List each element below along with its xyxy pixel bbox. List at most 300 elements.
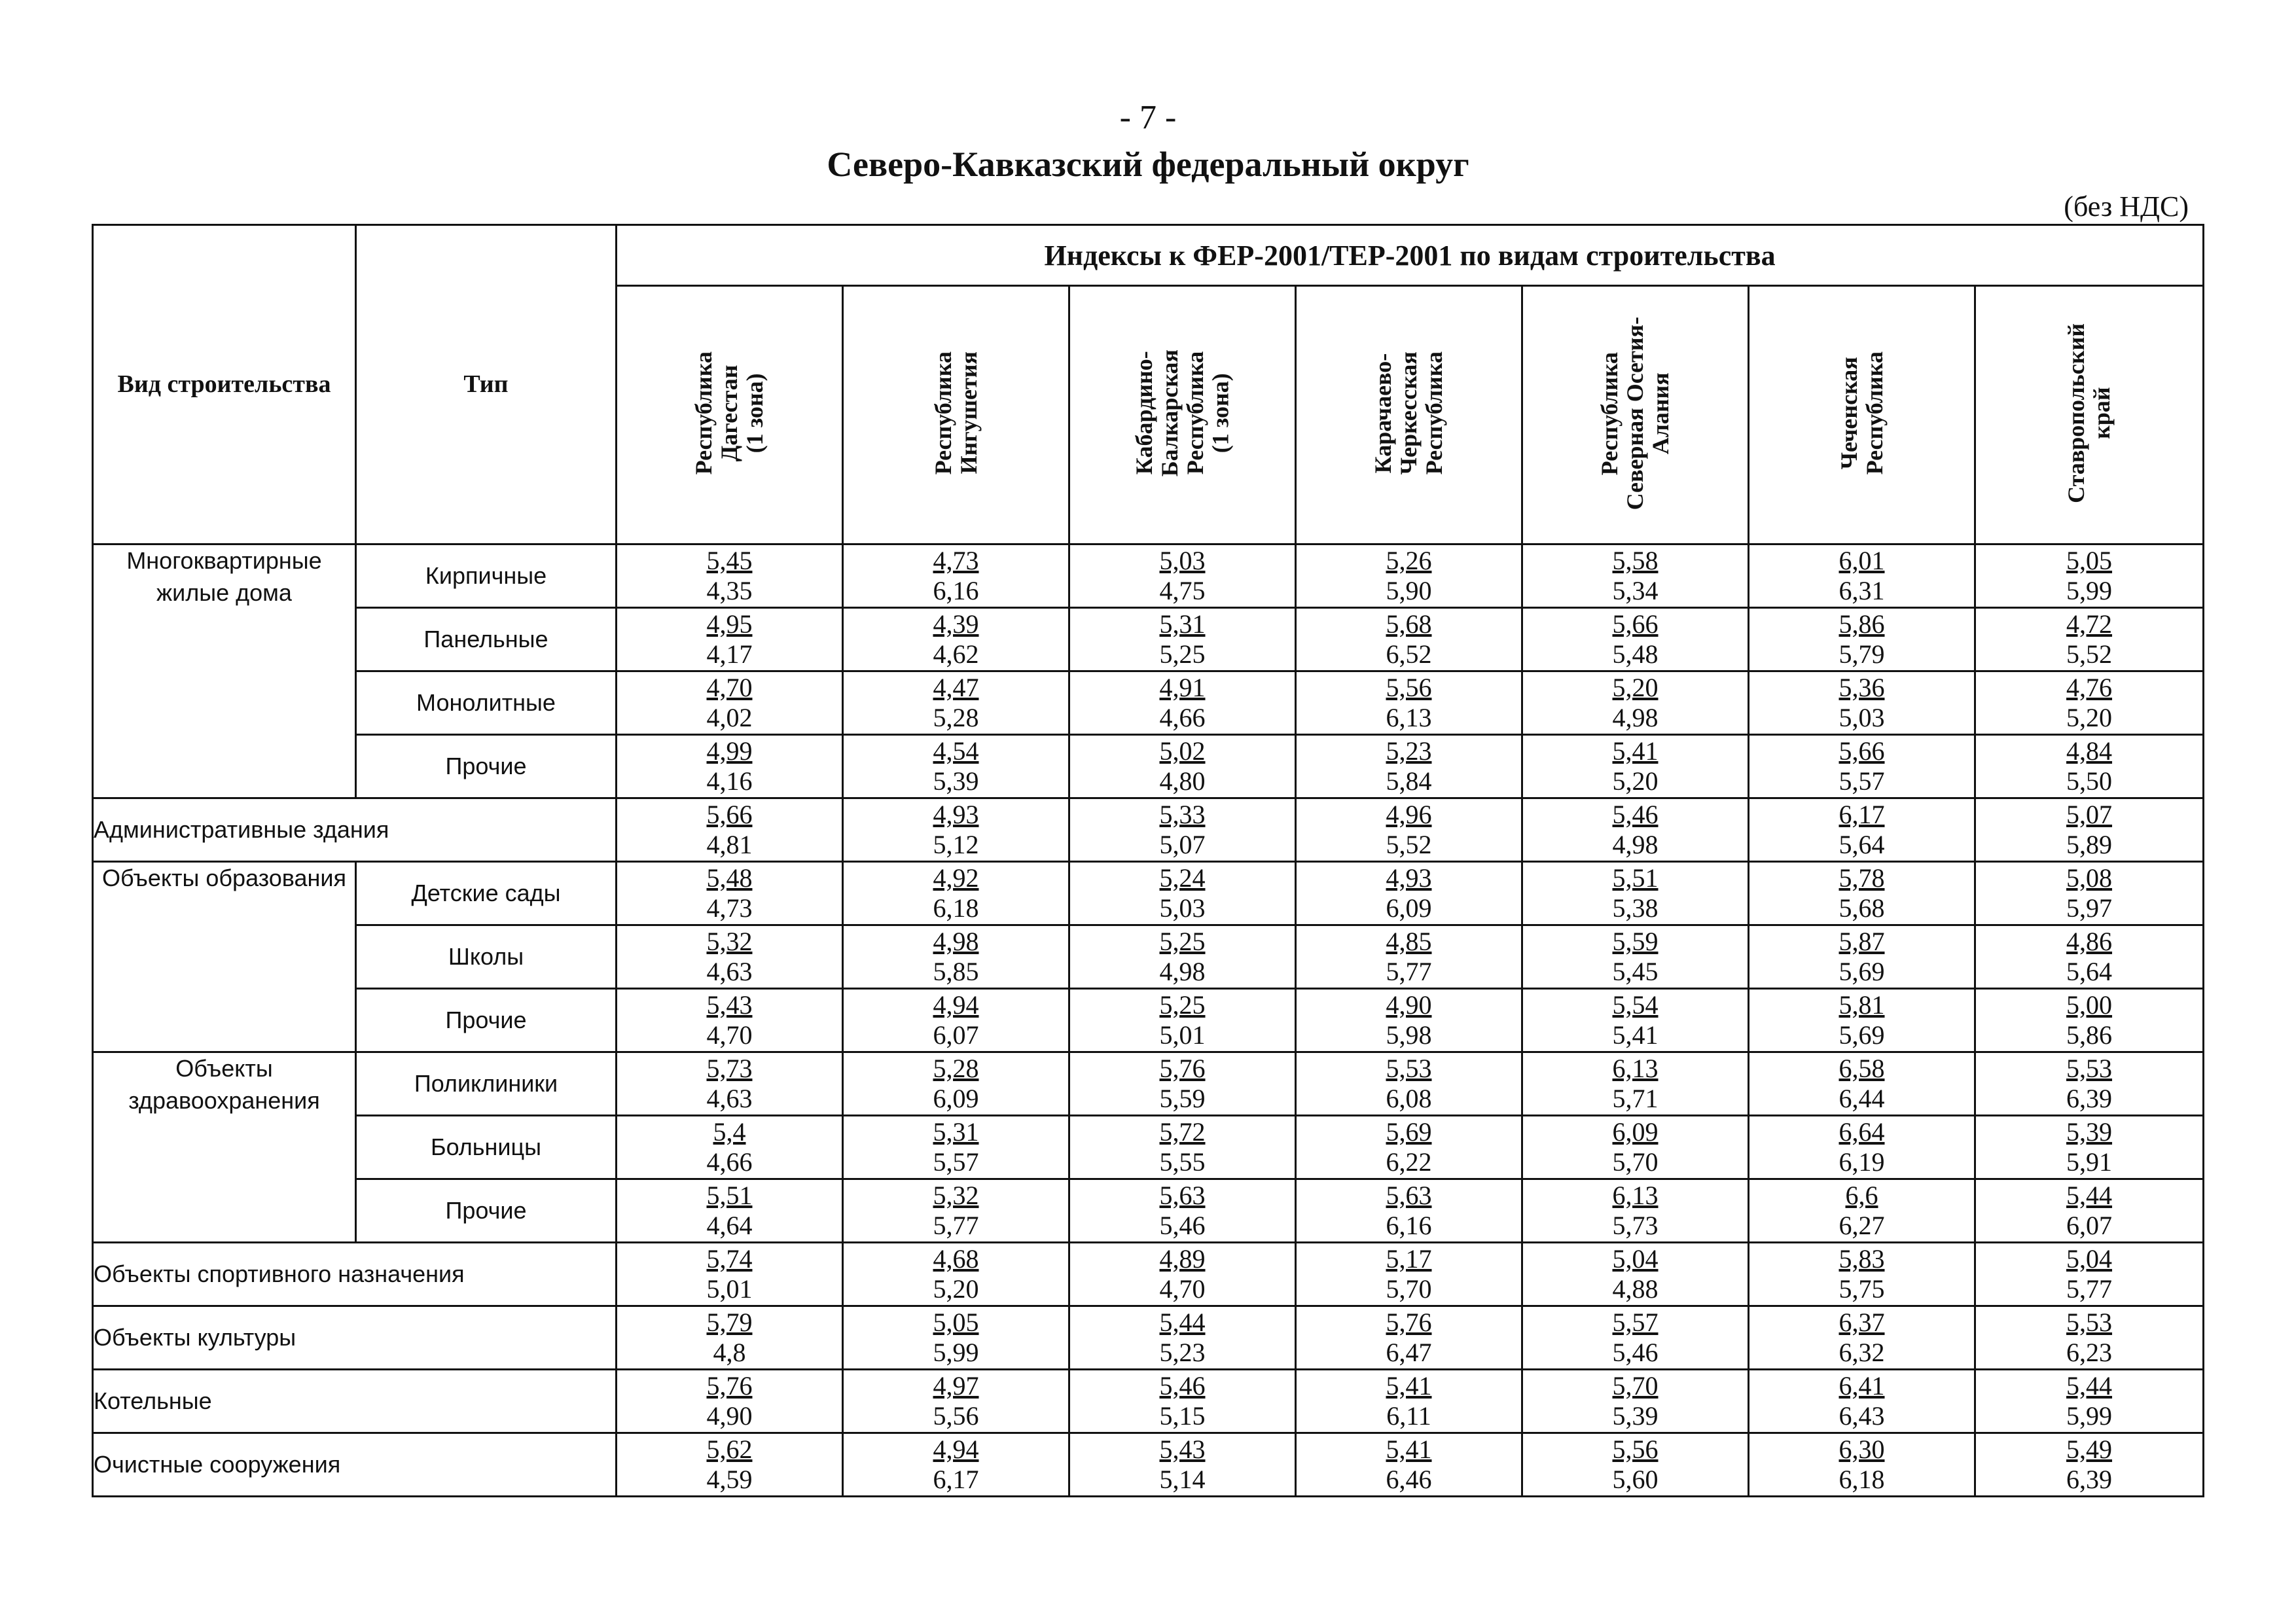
index-value-top: 6,30 (1839, 1435, 1885, 1464)
index-value-top: 5,46 (1159, 1371, 1206, 1400)
table-row (93, 671, 2204, 735)
index-cell (1069, 1370, 1296, 1433)
region-header-label: Ставропольский край (2063, 323, 2115, 503)
index-value-bottom: 4,16 (706, 766, 753, 796)
index-value-top: 5,31 (933, 1117, 979, 1147)
index-cell (617, 1306, 843, 1370)
index-value-top: 5,25 (1159, 990, 1206, 1020)
index-value-bottom: 5,52 (1386, 830, 1432, 859)
index-value-bottom: 5,20 (1612, 766, 1659, 796)
table-row (93, 862, 2204, 925)
index-value-top: 5,87 (1839, 927, 1885, 956)
index-cell (1069, 1306, 1296, 1370)
index-value-bottom: 4,62 (933, 639, 979, 669)
index-cell (1522, 1243, 1749, 1306)
index-cell (1069, 1052, 1296, 1116)
index-value-top: 5,23 (1386, 736, 1432, 766)
index-value-top: 6,13 (1612, 1054, 1659, 1083)
index-value-bottom: 5,38 (1612, 893, 1659, 923)
index-value-bottom: 4,98 (1612, 703, 1659, 732)
index-cell (1522, 1179, 1749, 1243)
index-cell (1749, 735, 1975, 798)
index-value-bottom: 6,08 (1386, 1084, 1432, 1113)
index-cell (617, 862, 843, 925)
construction-kind-cell: Административные здания (93, 798, 617, 862)
index-value-top: 5,68 (1386, 609, 1432, 639)
index-value-bottom: 4,35 (706, 576, 753, 605)
table-row (93, 1116, 2204, 1179)
construction-kind-cell: Объекты спортивного назначения (93, 1243, 617, 1306)
index-cell (843, 1370, 1069, 1433)
index-value-top: 5,63 (1159, 1181, 1206, 1210)
index-cell (1296, 798, 1522, 862)
index-value-top: 5,04 (2066, 1244, 2113, 1274)
indices-header: Индексы к ФЕР-2001/ТЕР-2001 по видам строительства (617, 225, 2204, 286)
index-value-top: 6,13 (1612, 1181, 1659, 1210)
index-value-bottom: 6,18 (1839, 1465, 1885, 1494)
index-cell (1296, 1370, 1522, 1433)
index-value-top: 6,37 (1839, 1308, 1885, 1337)
index-value-top: 6,01 (1839, 546, 1885, 575)
index-cell (1296, 1052, 1522, 1116)
index-cell (1069, 735, 1296, 798)
index-cell (1522, 671, 1749, 735)
construction-kind-cell: Многоквартирные жилые дома (93, 544, 356, 798)
index-cell (1749, 1370, 1975, 1433)
index-cell (617, 798, 843, 862)
index-cell (1975, 1179, 2204, 1243)
index-value-top: 4,95 (706, 609, 753, 639)
indices-table (92, 224, 2204, 1497)
index-value-bottom: 6,07 (933, 1020, 979, 1050)
construction-kind-cell: Очистные сооружения (93, 1433, 617, 1497)
index-value-top: 5,83 (1839, 1244, 1885, 1274)
index-cell (1522, 989, 1749, 1052)
index-cell (1296, 1116, 1522, 1179)
index-cell (843, 1179, 1069, 1243)
index-cell (1296, 989, 1522, 1052)
index-cell (1749, 1179, 1975, 1243)
column-header-kind: Вид строительства (93, 225, 356, 544)
index-cell (1296, 671, 1522, 735)
index-value-top: 5,53 (2066, 1308, 2113, 1337)
index-cell (1975, 608, 2204, 671)
index-value-bottom: 5,70 (1386, 1274, 1432, 1304)
index-value-top: 5,44 (2066, 1181, 2113, 1210)
index-value-top: 4,54 (933, 736, 979, 766)
index-value-top: 4,91 (1159, 673, 1206, 702)
index-value-bottom: 4,70 (1159, 1274, 1206, 1304)
index-value-top: 5,78 (1839, 863, 1885, 893)
index-value-top: 5,05 (2066, 546, 2113, 575)
index-value-bottom: 5,69 (1839, 957, 1885, 986)
index-value-bottom: 6,13 (1386, 703, 1432, 732)
index-value-bottom: 5,85 (933, 957, 979, 986)
index-cell (1296, 1243, 1522, 1306)
index-cell (1749, 1433, 1975, 1497)
index-value-top: 4,76 (2066, 673, 2113, 702)
index-value-bottom: 5,50 (2066, 766, 2113, 796)
index-cell (1975, 671, 2204, 735)
index-value-bottom: 4,98 (1159, 957, 1206, 986)
index-value-top: 5,58 (1612, 546, 1659, 575)
index-value-bottom: 5,68 (1839, 893, 1885, 923)
index-value-top: 4,99 (706, 736, 753, 766)
index-value-bottom: 5,99 (2066, 1401, 2113, 1431)
index-value-top: 5,32 (933, 1181, 979, 1210)
index-cell (843, 798, 1069, 862)
index-value-bottom: 5,39 (1612, 1401, 1659, 1431)
index-cell (617, 1433, 843, 1497)
index-cell (1522, 544, 1749, 608)
building-type-cell: Прочие (356, 1179, 617, 1243)
index-cell (1069, 862, 1296, 925)
index-value-bottom: 4,63 (706, 957, 753, 986)
region-header (1522, 286, 1749, 544)
index-value-top: 5,02 (1159, 736, 1206, 766)
index-cell (1522, 608, 1749, 671)
index-cell (843, 1243, 1069, 1306)
index-value-bottom: 6,16 (933, 576, 979, 605)
index-value-top: 5,39 (2066, 1117, 2113, 1147)
index-cell (1522, 1116, 1749, 1179)
region-header-label: Чеченская Республика (1835, 351, 1888, 475)
index-cell (617, 925, 843, 989)
index-value-bottom: 5,01 (706, 1274, 753, 1304)
region-header-label: Республика Ингушетия (929, 351, 982, 475)
table-row (93, 735, 2204, 798)
region-header (1975, 286, 2204, 544)
index-value-top: 5,63 (1386, 1181, 1432, 1210)
table-row (93, 608, 2204, 671)
table-header (93, 225, 2204, 544)
index-cell (843, 1116, 1069, 1179)
index-value-bottom: 5,12 (933, 830, 979, 859)
index-value-top: 4,98 (933, 927, 979, 956)
index-cell (1069, 925, 1296, 989)
table-row (93, 798, 2204, 862)
index-value-bottom: 4,75 (1159, 576, 1206, 605)
index-cell (1069, 1243, 1296, 1306)
index-value-bottom: 6,52 (1386, 639, 1432, 669)
index-value-bottom: 5,55 (1159, 1147, 1206, 1177)
index-value-top: 4,94 (933, 990, 979, 1020)
index-value-top: 6,17 (1839, 800, 1885, 829)
index-value-top: 5,86 (1839, 609, 1885, 639)
index-value-top: 5,79 (706, 1308, 753, 1337)
index-value-bottom: 6,17 (933, 1465, 979, 1494)
index-value-bottom: 6,39 (2066, 1465, 2113, 1494)
index-cell (1749, 1052, 1975, 1116)
index-value-top: 5,41 (1386, 1435, 1432, 1464)
index-value-top: 5,76 (706, 1371, 753, 1400)
index-value-bottom: 5,79 (1839, 639, 1885, 669)
index-value-bottom: 4,70 (706, 1020, 753, 1050)
index-value-top: 5,51 (1612, 863, 1659, 893)
region-header-label: Карачаево- Черкесская Республика (1370, 351, 1447, 475)
index-value-top: 5,4 (713, 1117, 746, 1147)
index-cell (1975, 1052, 2204, 1116)
index-value-bottom: 6,31 (1839, 576, 1885, 605)
region-header (617, 286, 843, 544)
index-value-top: 4,68 (933, 1244, 979, 1274)
table-row (93, 1370, 2204, 1433)
index-cell (1522, 862, 1749, 925)
index-cell (617, 544, 843, 608)
index-value-bottom: 5,15 (1159, 1401, 1206, 1431)
index-cell (1296, 1306, 1522, 1370)
index-cell (1975, 798, 2204, 862)
index-value-top: 5,66 (706, 800, 753, 829)
index-value-top: 5,76 (1159, 1054, 1206, 1083)
index-value-top: 5,43 (706, 990, 753, 1020)
index-cell (1069, 544, 1296, 608)
index-value-top: 6,64 (1839, 1117, 1885, 1147)
building-type-cell: Поликлиники (356, 1052, 617, 1116)
building-type-cell: Прочие (356, 989, 617, 1052)
index-cell (1296, 1433, 1522, 1497)
index-value-bottom: 5,89 (2066, 830, 2113, 859)
table-row (93, 989, 2204, 1052)
column-header-type: Тип (356, 225, 617, 544)
index-value-top: 5,56 (1612, 1435, 1659, 1464)
index-value-top: 5,41 (1612, 736, 1659, 766)
index-cell (1069, 798, 1296, 862)
index-cell (1522, 1370, 1749, 1433)
index-cell (843, 1052, 1069, 1116)
index-value-top: 5,05 (933, 1308, 979, 1337)
index-cell (1975, 862, 2204, 925)
index-value-bottom: 5,77 (933, 1211, 979, 1240)
construction-kind-cell: Объекты здравоохранения (93, 1052, 356, 1243)
index-value-bottom: 5,52 (2066, 639, 2113, 669)
building-type-cell: Школы (356, 925, 617, 989)
index-value-top: 5,53 (2066, 1054, 2113, 1083)
index-value-bottom: 5,77 (1386, 957, 1432, 986)
index-value-bottom: 5,98 (1386, 1020, 1432, 1050)
index-cell (1975, 1306, 2204, 1370)
index-value-top: 5,31 (1159, 609, 1206, 639)
index-cell (1749, 1116, 1975, 1179)
index-cell (1975, 735, 2204, 798)
table-row (93, 1306, 2204, 1370)
index-value-bottom: 5,97 (2066, 893, 2113, 923)
index-value-top: 5,25 (1159, 927, 1206, 956)
index-value-top: 5,41 (1386, 1371, 1432, 1400)
index-value-top: 5,48 (706, 863, 753, 893)
index-value-top: 4,86 (2066, 927, 2113, 956)
index-value-top: 5,45 (706, 546, 753, 575)
table-row (93, 544, 2204, 608)
table-row (93, 1243, 2204, 1306)
index-value-top: 5,24 (1159, 863, 1206, 893)
index-value-bottom: 6,47 (1386, 1338, 1432, 1367)
index-value-bottom: 5,34 (1612, 576, 1659, 605)
building-type-cell: Монолитные (356, 671, 617, 735)
index-cell (1975, 1433, 2204, 1497)
page-number: - 7 - (1119, 99, 1177, 136)
index-value-bottom: 5,41 (1612, 1020, 1659, 1050)
index-cell (843, 862, 1069, 925)
index-cell (1296, 544, 1522, 608)
index-value-top: 5,08 (2066, 863, 2113, 893)
index-value-bottom: 5,45 (1612, 957, 1659, 986)
index-value-bottom: 4,02 (706, 703, 753, 732)
index-cell (1296, 1179, 1522, 1243)
index-value-bottom: 5,07 (1159, 830, 1206, 859)
index-cell (843, 989, 1069, 1052)
index-cell (1296, 862, 1522, 925)
index-value-bottom: 4,73 (706, 893, 753, 923)
region-header (1749, 286, 1975, 544)
index-cell (1975, 925, 2204, 989)
index-value-top: 4,70 (706, 673, 753, 702)
building-type-cell: Прочие (356, 735, 617, 798)
index-value-bottom: 6,18 (933, 893, 979, 923)
region-header (1069, 286, 1296, 544)
index-cell (1069, 1433, 1296, 1497)
index-cell (617, 1370, 843, 1433)
region-header (1296, 286, 1522, 544)
index-value-bottom: 5,39 (933, 766, 979, 796)
index-cell (1975, 544, 2204, 608)
index-value-top: 5,76 (1386, 1308, 1432, 1337)
index-value-top: 4,84 (2066, 736, 2113, 766)
index-cell (1749, 1306, 1975, 1370)
index-value-top: 6,09 (1612, 1117, 1659, 1147)
index-cell (1296, 735, 1522, 798)
index-cell (1069, 608, 1296, 671)
table-body (93, 544, 2204, 1497)
index-value-bottom: 6,46 (1386, 1465, 1432, 1494)
index-value-bottom: 5,84 (1386, 766, 1432, 796)
table-row (93, 925, 2204, 989)
index-value-top: 5,57 (1612, 1308, 1659, 1337)
index-value-bottom: 5,14 (1159, 1465, 1206, 1494)
index-value-bottom: 5,28 (933, 703, 979, 732)
index-value-bottom: 5,99 (2066, 576, 2113, 605)
index-value-bottom: 4,80 (1159, 766, 1206, 796)
index-cell (1749, 989, 1975, 1052)
index-value-top: 5,59 (1612, 927, 1659, 956)
header-row-top (93, 225, 2204, 286)
index-cell (1975, 1116, 2204, 1179)
index-cell (843, 671, 1069, 735)
index-value-top: 5,36 (1839, 673, 1885, 702)
index-value-top: 5,20 (1612, 673, 1659, 702)
index-value-top: 5,54 (1612, 990, 1659, 1020)
index-cell (1749, 798, 1975, 862)
index-cell (1296, 608, 1522, 671)
index-value-bottom: 4,59 (706, 1465, 753, 1494)
index-value-top: 5,53 (1386, 1054, 1432, 1083)
index-value-bottom: 6,11 (1386, 1401, 1431, 1431)
index-cell (1296, 925, 1522, 989)
index-value-top: 5,74 (706, 1244, 753, 1274)
index-cell (617, 608, 843, 671)
vat-note: (без НДС) (2064, 190, 2189, 223)
index-cell (617, 1116, 843, 1179)
index-value-bottom: 5,99 (933, 1338, 979, 1367)
index-value-bottom: 5,20 (933, 1274, 979, 1304)
index-value-bottom: 5,86 (2066, 1020, 2113, 1050)
index-value-bottom: 5,64 (1839, 830, 1885, 859)
index-value-bottom: 4,66 (1159, 703, 1206, 732)
index-value-top: 5,43 (1159, 1435, 1206, 1464)
index-value-bottom: 5,01 (1159, 1020, 1206, 1050)
index-value-bottom: 5,64 (2066, 957, 2113, 986)
index-cell (1522, 1306, 1749, 1370)
region-header-label: Республика Северная Осетия- Алания (1596, 316, 1674, 510)
region-header-label: Республика Дагестан (1 зона) (691, 351, 768, 475)
index-value-top: 5,44 (1159, 1308, 1206, 1337)
index-cell (1069, 1179, 1296, 1243)
index-value-bottom: 5,75 (1839, 1274, 1885, 1304)
index-value-top: 5,17 (1386, 1244, 1432, 1274)
index-cell (1069, 989, 1296, 1052)
page-title: Северо-Кавказский федеральный округ (827, 145, 1469, 184)
index-cell (1975, 989, 2204, 1052)
index-cell (1749, 862, 1975, 925)
index-cell (843, 544, 1069, 608)
index-value-bottom: 5,25 (1159, 639, 1206, 669)
index-value-bottom: 5,23 (1159, 1338, 1206, 1367)
index-cell (1749, 925, 1975, 989)
index-value-bottom: 5,73 (1612, 1211, 1659, 1240)
index-value-bottom: 6,23 (2066, 1338, 2113, 1367)
index-value-bottom: 5,69 (1839, 1020, 1885, 1050)
index-value-top: 5,26 (1386, 546, 1432, 575)
index-value-bottom: 4,88 (1612, 1274, 1659, 1304)
index-value-top: 6,6 (1845, 1181, 1878, 1210)
index-value-top: 5,28 (933, 1054, 979, 1083)
index-value-bottom: 4,63 (706, 1084, 753, 1113)
construction-kind-cell: Объекты образования (93, 862, 356, 1052)
index-value-bottom: 5,57 (1839, 766, 1885, 796)
index-value-top: 5,46 (1612, 800, 1659, 829)
index-cell (1975, 1243, 2204, 1306)
index-cell (843, 608, 1069, 671)
region-header-label: Кабардино- Балкарская Республика (1 зона) (1130, 349, 1234, 477)
index-value-bottom: 6,09 (1386, 893, 1432, 923)
index-value-bottom: 4,17 (706, 639, 753, 669)
index-value-top: 5,32 (706, 927, 753, 956)
index-value-bottom: 6,09 (933, 1084, 979, 1113)
building-type-cell: Панельные (356, 608, 617, 671)
index-value-top: 5,66 (1612, 609, 1659, 639)
index-cell (843, 925, 1069, 989)
index-cell (1522, 735, 1749, 798)
index-cell (617, 735, 843, 798)
index-cell (617, 1179, 843, 1243)
index-value-top: 5,56 (1386, 673, 1432, 702)
index-value-bottom: 6,07 (2066, 1211, 2113, 1240)
index-cell (1069, 1116, 1296, 1179)
index-value-top: 4,39 (933, 609, 979, 639)
index-cell (843, 1306, 1069, 1370)
index-value-bottom: 5,20 (2066, 703, 2113, 732)
index-value-top: 4,90 (1386, 990, 1432, 1020)
index-value-top: 4,47 (933, 673, 979, 702)
index-value-bottom: 5,48 (1612, 639, 1659, 669)
index-cell (1749, 671, 1975, 735)
index-value-bottom: 4,90 (706, 1401, 753, 1431)
index-value-top: 4,94 (933, 1435, 979, 1464)
building-type-cell: Детские сады (356, 862, 617, 925)
index-value-top: 4,93 (1386, 863, 1432, 893)
index-value-top: 6,41 (1839, 1371, 1885, 1400)
index-value-top: 5,62 (706, 1435, 753, 1464)
